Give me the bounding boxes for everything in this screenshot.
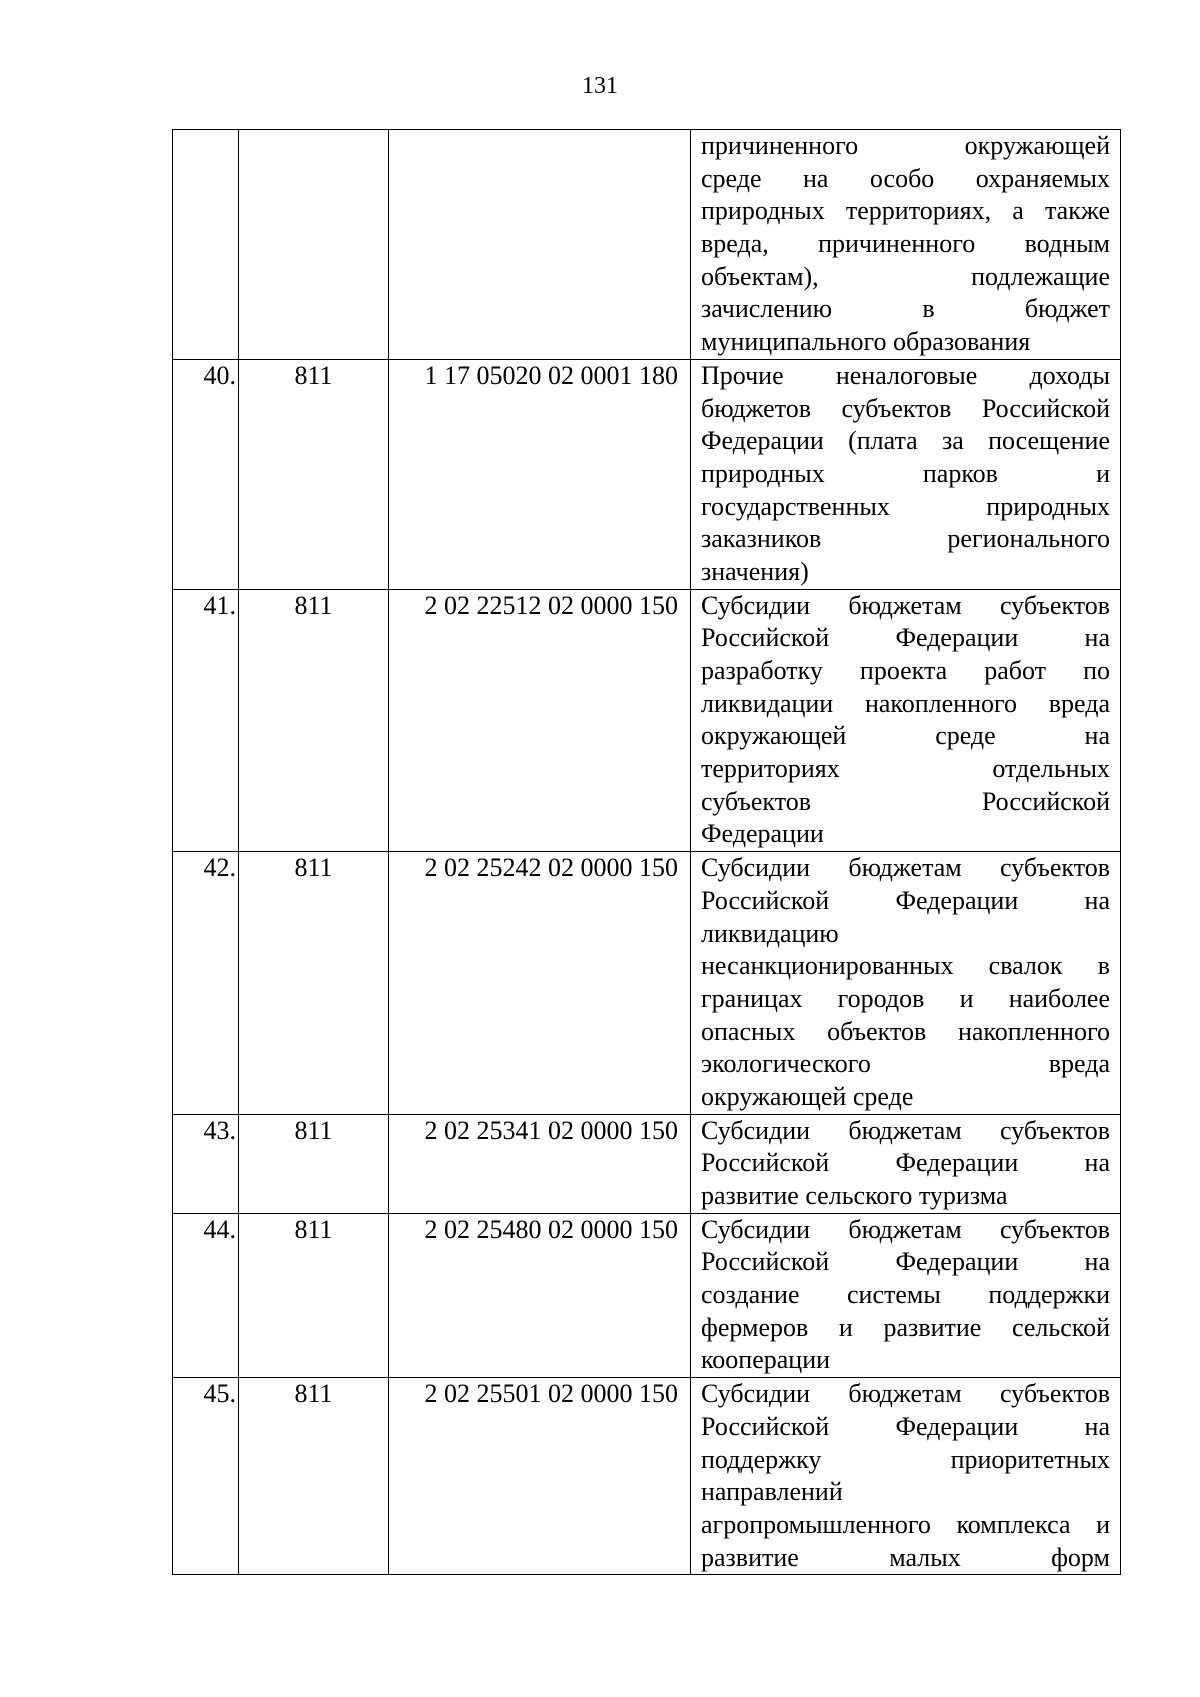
revenue-description-cell xyxy=(691,1114,1121,1213)
description-line: бюджетов субъектов Российской xyxy=(701,393,1110,423)
row-number-cell xyxy=(173,130,239,360)
budget-classification-code-cell: 2 02 22512 02 0000 150 xyxy=(389,589,691,852)
description-line: государственных природных xyxy=(701,491,1110,521)
description-line: поддержку приоритетных xyxy=(701,1444,1110,1474)
description-line: экологического вреда xyxy=(701,1049,1110,1079)
admin-code-cell: 811 xyxy=(239,1213,389,1377)
description-line: границах городов и наиболее xyxy=(701,983,1110,1013)
description-line: муниципального образования xyxy=(701,327,1031,357)
description-line: Субсидии бюджетам субъектов xyxy=(701,1115,1110,1145)
description-line: заказников регионального xyxy=(701,524,1110,554)
admin-code-cell: 811 xyxy=(239,1114,389,1213)
description-line: природных территориях, а также xyxy=(701,196,1110,226)
revenue-description-cell xyxy=(691,1213,1121,1377)
admin-code-cell: 811 xyxy=(239,589,389,852)
row-number-cell: 43. xyxy=(173,1114,239,1213)
description-line: создание системы поддержки xyxy=(701,1280,1110,1310)
description-line: кооперации xyxy=(701,1345,831,1375)
budget-revenue-table xyxy=(172,129,1121,1575)
budget-classification-code-cell: 2 02 25501 02 0000 150 xyxy=(389,1378,691,1575)
description-line: развитие сельского туризма xyxy=(701,1181,1008,1210)
description-line: ликвидации накопленного вреда xyxy=(701,688,1110,718)
row-number-cell: 41. xyxy=(173,589,239,852)
description-line: окружающей среде xyxy=(701,1081,914,1111)
page-number: 131 xyxy=(582,73,618,99)
revenue-description-cell xyxy=(691,852,1121,1115)
description-line: несанкционированных свалок в xyxy=(701,951,1110,981)
revenue-description-cell xyxy=(691,1378,1121,1575)
revenue-description-cell xyxy=(691,589,1121,852)
admin-code-cell: 811 xyxy=(239,852,389,1115)
description-line: Российской Федерации на xyxy=(701,1247,1110,1277)
description-line: Субсидии бюджетам субъектов xyxy=(701,590,1110,620)
table-row xyxy=(173,359,1121,589)
table-row xyxy=(173,852,1121,1115)
admin-code-cell: 811 xyxy=(239,359,389,589)
description-line: субъектов Российской xyxy=(701,786,1110,816)
table-row xyxy=(173,130,1121,360)
description-line: причиненного окружающей xyxy=(701,131,1110,160)
description-line: Российской Федерации на xyxy=(701,623,1110,653)
revenue-description-cell xyxy=(691,359,1121,589)
description-line: вреда, причиненного водным xyxy=(701,229,1110,259)
description-line: объектам), подлежащие xyxy=(701,261,1110,291)
description-line: Российской Федерации на xyxy=(701,1148,1110,1178)
budget-classification-code-cell: 1 17 05020 02 0001 180 xyxy=(389,359,691,589)
description-line: направлений xyxy=(701,1477,843,1507)
budget-classification-code-cell: 2 02 25480 02 0000 150 xyxy=(389,1213,691,1377)
description-line: агропромышленного комплекса и xyxy=(701,1509,1110,1539)
description-line: опасных объектов накопленного xyxy=(701,1016,1110,1046)
description-line: территориях отдельных xyxy=(701,754,1110,784)
row-number-cell: 42. xyxy=(173,852,239,1115)
description-line: Субсидии бюджетам субъектов xyxy=(701,1214,1110,1244)
row-number-cell: 45. xyxy=(173,1378,239,1575)
table-body xyxy=(173,130,1121,1575)
table-row xyxy=(173,1213,1121,1377)
description-line: Российской Федерации на xyxy=(701,1411,1110,1441)
table-row xyxy=(173,1114,1121,1213)
description-line: Субсидии бюджетам субъектов xyxy=(701,853,1110,883)
budget-classification-code-cell: 2 02 25341 02 0000 150 xyxy=(389,1114,691,1213)
description-line: Российской Федерации на xyxy=(701,885,1110,915)
row-number-cell: 44. xyxy=(173,1213,239,1377)
description-line: фермеров и развитие сельской xyxy=(701,1312,1110,1342)
revenue-description-cell xyxy=(691,130,1121,360)
admin-code-cell: 811 xyxy=(239,1378,389,1575)
row-number-cell: 40. xyxy=(173,359,239,589)
description-line: значения) xyxy=(701,556,809,586)
description-line: окружающей среде на xyxy=(701,721,1110,751)
budget-classification-code-cell: 2 02 25242 02 0000 150 xyxy=(389,852,691,1115)
table-row xyxy=(173,1378,1121,1575)
description-line: среде на особо охраняемых xyxy=(701,163,1110,193)
description-line: зачислению в бюджет xyxy=(701,294,1110,324)
description-line: Федерации (плата за посещение xyxy=(701,426,1110,456)
admin-code-cell xyxy=(239,130,389,360)
description-line: развитие малых форм xyxy=(701,1542,1110,1572)
budget-classification-code-cell xyxy=(389,130,691,360)
description-line: природных парков и xyxy=(701,458,1110,488)
description-line: Федерации xyxy=(701,819,824,849)
description-line: разработку проекта работ по xyxy=(701,656,1110,685)
description-line: Субсидии бюджетам субъектов xyxy=(701,1379,1110,1409)
table-row xyxy=(173,589,1121,852)
description-line: ликвидацию xyxy=(701,918,839,948)
description-line: Прочие неналоговые доходы xyxy=(701,360,1110,390)
